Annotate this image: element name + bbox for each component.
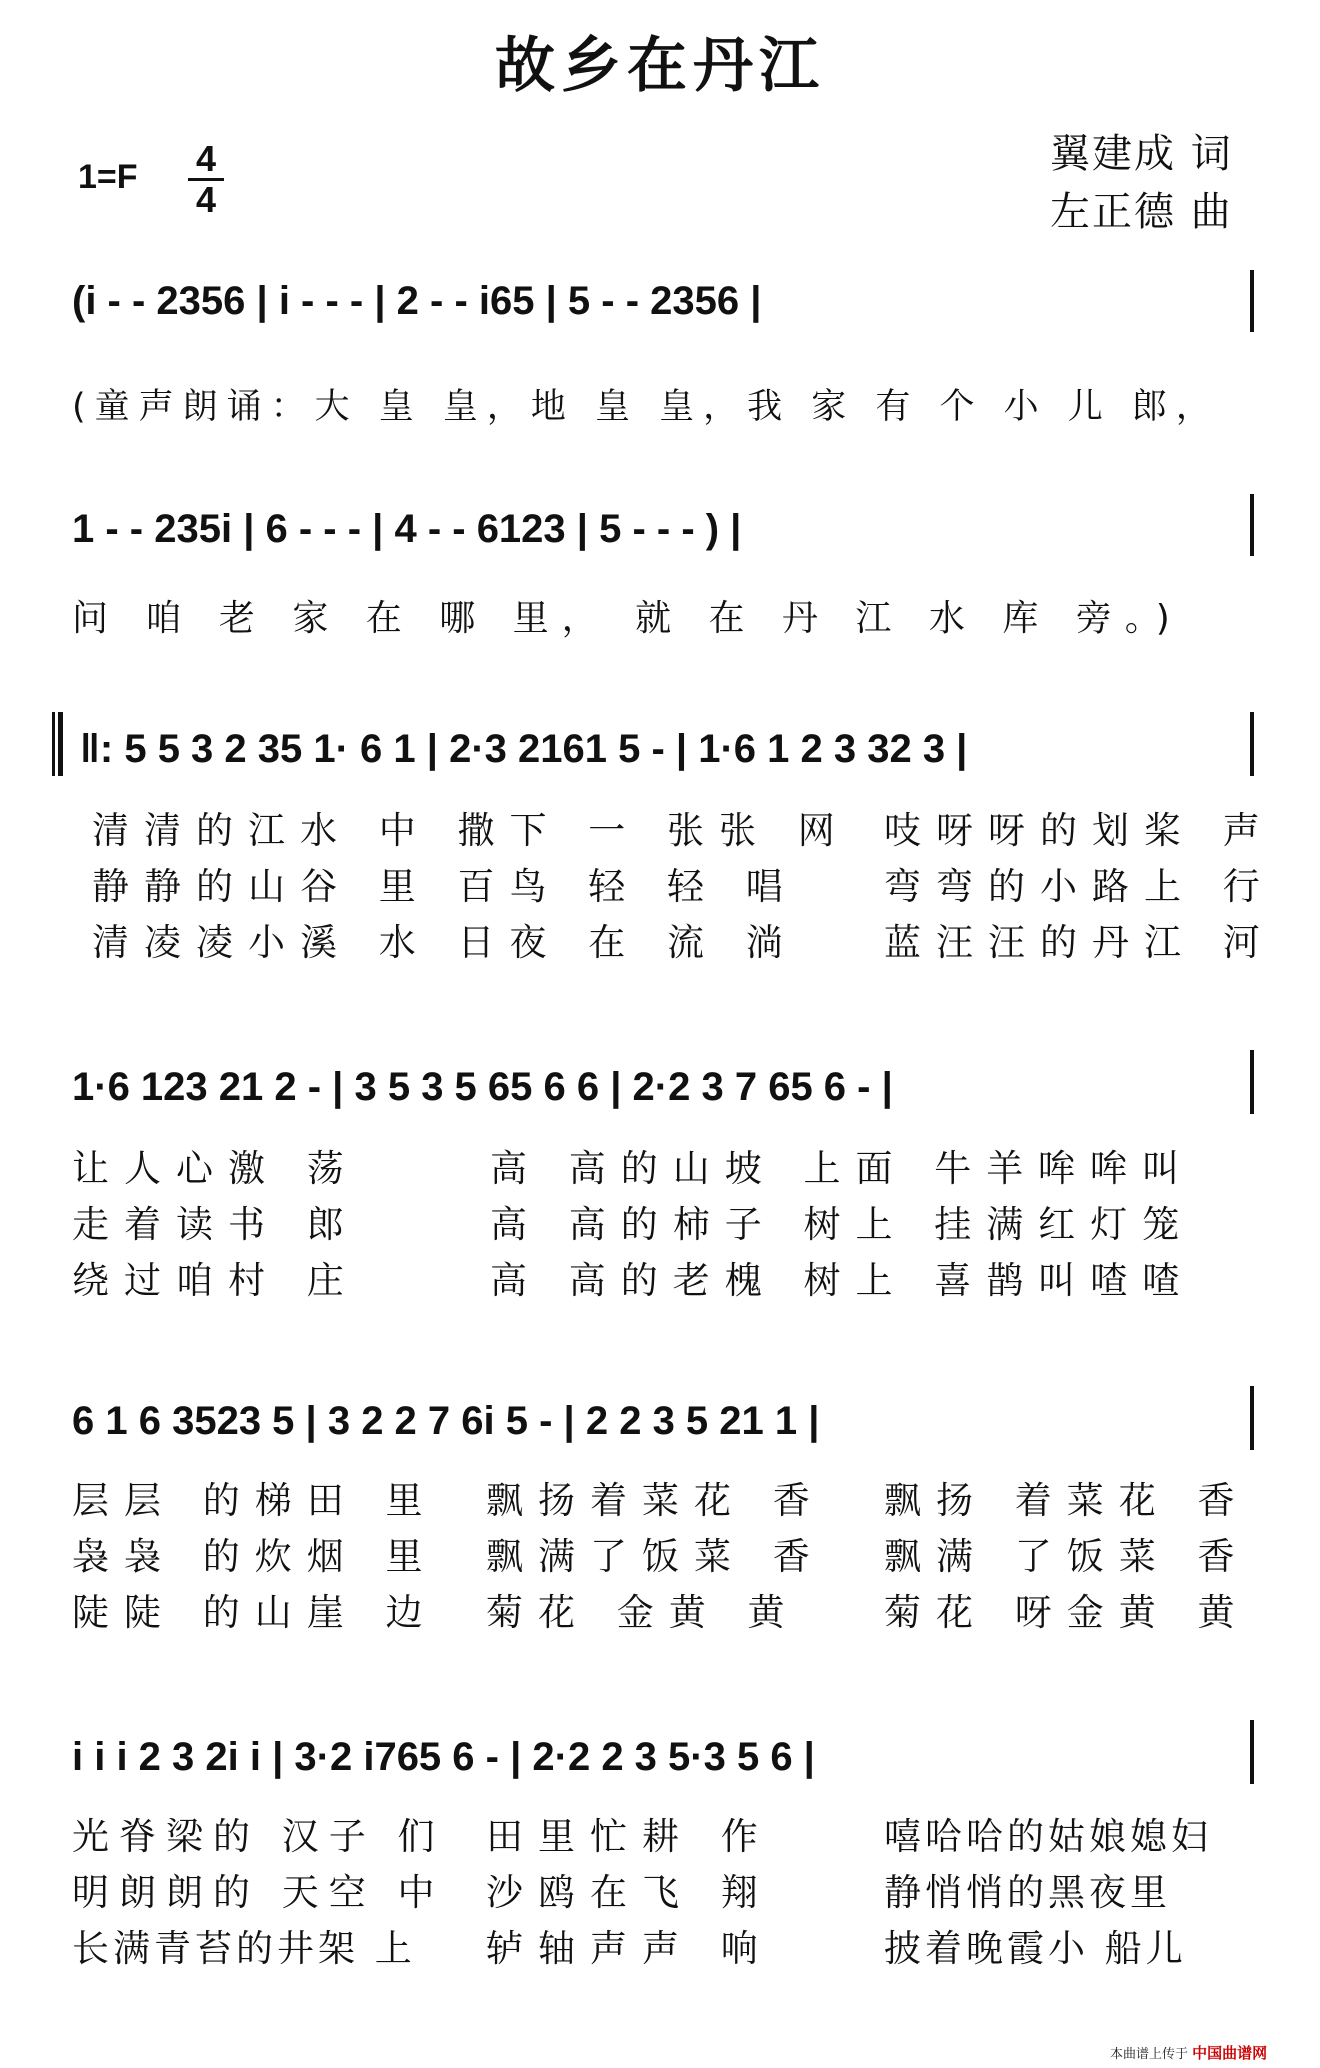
time-signature (188, 140, 224, 219)
system5-verse1-c: 飘扬 着菜花 香 (884, 1479, 1250, 1522)
key-signature: 1=F (78, 158, 138, 196)
barline (1250, 270, 1254, 332)
system4-verse2-b: 高 高的柿子 树上 挂满红灯笼 (490, 1203, 1195, 1246)
system3-verse2-b: 弯弯的小路上 行 (884, 865, 1275, 908)
footer-site-logo[interactable]: 中国曲谱网 (1192, 2044, 1268, 2062)
system5-verse2-a: 袅袅 的炊烟 里 (72, 1535, 438, 1578)
system3-notes: ‖: 5 5 3 2 35 1· 6 1 | 2·3 2161 5 - | 1·6 1 2 3 32 3 | (80, 727, 968, 771)
system6-verse2-c: 静悄悄的黑夜里 (884, 1871, 1171, 1914)
system5-verse1-b: 飘扬着菜花 香 (486, 1479, 825, 1522)
system3-verse3-a: 清凌凌小溪 水 日夜 在 流 淌 (92, 921, 798, 964)
system6-verse1-a: 光脊梁的 汉子 们 (72, 1815, 445, 1858)
system4-notes: 1·6 123 21 2 - | 3 5 3 5 65 6 6 | 2·2 3 7 65 6 - | (72, 1065, 893, 1109)
system5-notes: 6 1 6 3523 5 | 3 2 2 7 6i 5 - | 2 2 3 5 21 1 | (72, 1399, 820, 1443)
system6-verse3-b: 轳轴声声 响 (486, 1927, 773, 1970)
system6-notes: i i i 2 3 2i i | 3·2 i765 6 - | 2·2 2 3 5·3 5 6 | (72, 1735, 815, 1779)
lyricist-credit: 翼建成 词 (1050, 131, 1233, 177)
intro-notes-line-1: (i - - 2356 | i - - - | 2 - - i65 | 5 - - 2356 | (72, 279, 762, 323)
system6-verse2-b: 沙鸥在飞 翔 (486, 1871, 773, 1914)
system5-verse3-c: 菊花 呀金黄 黄 (884, 1591, 1250, 1634)
system4-verse3-a: 绕过咱村 庄 (72, 1259, 359, 1302)
time-signature-bottom: 4 (188, 178, 224, 219)
system3-verse3-b: 蓝汪汪的丹江 河 (884, 921, 1275, 964)
barline (1250, 1050, 1254, 1114)
system6-verse1-c: 嘻哈哈的姑娘媳妇 (884, 1815, 1212, 1858)
barline (1250, 712, 1254, 776)
system6-verse2-a: 明朗朗的 天空 中 (72, 1871, 445, 1914)
system6-verse3-a: 长满青苔的井架 上 (72, 1927, 416, 1970)
intro-notes-line-2: 1 - - 235i | 6 - - - | 4 - - 6123 | 5 - - - ) | (72, 507, 742, 551)
system3-verse1-b: 吱呀呀的划桨 声 (884, 809, 1275, 852)
repeat-barline (52, 712, 55, 776)
system3-verse2-a: 静静的山谷 里 百鸟 轻 轻 唱 (92, 865, 798, 908)
time-signature-top: 4 (195, 138, 217, 179)
system5-verse2-b: 飘满了饭菜 香 (486, 1535, 825, 1578)
system5-verse3-b: 菊花 金黄 黄 (486, 1591, 800, 1634)
footer (1110, 2042, 1267, 2063)
system5-verse3-a: 陡陡 的山崖 边 (72, 1591, 438, 1634)
intro-text-line-2: 问 咱 老 家 在 哪 里， 就 在 丹 江 水 库 旁。) (72, 598, 1183, 639)
barline (1250, 494, 1254, 556)
system4-verse2-a: 走着读书 郎 (72, 1203, 359, 1246)
system4-verse3-b: 高 高的老槐 树上 喜鹊叫喳喳 (490, 1259, 1195, 1302)
system4-verse1-a: 让人心激 荡 (72, 1147, 359, 1190)
barline (1250, 1720, 1254, 1784)
system5-verse2-c: 飘满 了饭菜 香 (884, 1535, 1250, 1578)
system4-verse1-b: 高 高的山坡 上面 牛羊哞哞叫 (490, 1147, 1195, 1190)
intro-text-line-1: (童声朗诵：大 皇 皇，地 皇 皇，我 家 有 个 小 儿 郎， (72, 387, 1220, 427)
system6-verse1-b: 田里忙耕 作 (486, 1815, 773, 1858)
page-title: 故乡在丹江 (495, 31, 825, 101)
system3-verse1-a: 清清的江水 中 撒下 一 张张 网 (92, 809, 850, 852)
composer-credit: 左正德 曲 (1050, 189, 1233, 235)
system6-verse3-c: 披着晚霞小 船儿 (884, 1927, 1187, 1970)
system5-verse1-a: 层层 的梯田 里 (72, 1479, 438, 1522)
footer-uploaded-label: 本曲谱上传于 (1110, 2047, 1189, 2062)
repeat-barline-thick (58, 712, 63, 776)
barline (1250, 1386, 1254, 1450)
